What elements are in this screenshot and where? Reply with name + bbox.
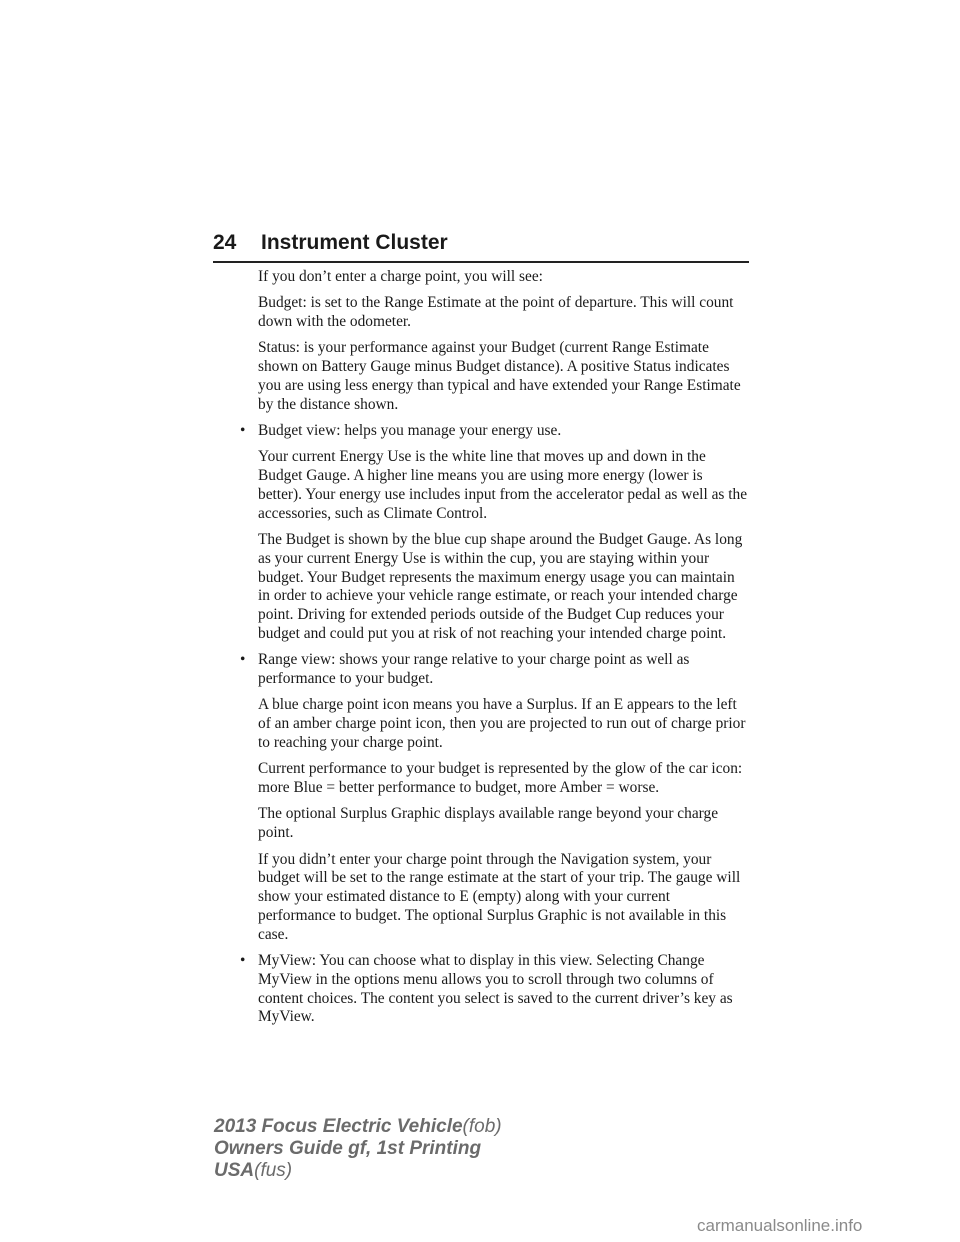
watermark-link[interactable]: carmanualsonline.info <box>697 1216 863 1235</box>
paragraph: Status: is your performance against your Budget (current Range Estimate shown on Battery Gauge minus Budget distance). A positive Status indicates you are using less energy than typical and have extended your Range Estimate by the distance shown. <box>258 339 741 413</box>
bullet-icon: • <box>240 651 246 669</box>
footer-code: (fus) <box>254 1160 293 1181</box>
paragraph: If you didn’t enter your charge point through the Navigation system, your budget will be set to the range estimate at the start of your trip. The gauge will show your estimated distance to E (empty) along with your current performance to budget. The optional Surplus Graphic is not available in this case. <box>258 850 741 943</box>
footer-line-2 <box>214 1138 502 1160</box>
paragraph: Budget: is set to the Range Estimate at the point of departure. This will count down with the odometer. <box>258 294 734 331</box>
footer-line-1 <box>214 1116 502 1138</box>
footer-market: USA <box>214 1160 255 1181</box>
bullet-item-range-view <box>240 651 750 689</box>
page-number: 24 <box>213 231 237 254</box>
bullet-text: Budget view: helps you manage your energy use. <box>258 422 562 440</box>
paragraph: Current performance to your budget is represented by the glow of the car icon: more Blue = better performance to budget, more Amber = worse. <box>258 760 743 797</box>
footer-line-3 <box>214 1160 502 1182</box>
paragraph: If you don’t enter a charge point, you will see: <box>258 268 543 285</box>
section-title: Instrument Cluster <box>261 231 448 254</box>
bullet-text: MyView: You can choose what to display in this view. Selecting Change MyView in the options menu allows you to scroll through two columns of content choices. The content you select is saved to the current driver’s key as MyView. <box>258 952 733 1026</box>
bullet-icon: • <box>240 952 246 969</box>
paragraph: A blue charge point icon means you have a Surplus. If an E appears to the left of an amber charge point icon, then you are projected to run out of charge prior to reaching your charge point. <box>258 696 746 752</box>
bullet-icon: • <box>240 422 246 440</box>
paragraph: The Budget is shown by the blue cup shape around the Budget Gauge. As long as your current Energy Use is within the cup, you are staying within your budget. Your Budget represents the maximum energy usage you can maintain in order to achieve your vehicle range estimate, or reach your intended charge point. Driving for extended periods outside of the Budget Cup reduces your budget and could put you at risk of not reaching your intended charge point. <box>258 531 743 643</box>
bullet-text: Range view: shows your range relative to your charge point as well as performance to your budget. <box>258 651 690 688</box>
footer-printing: Owners Guide gf, 1st Printing <box>214 1138 482 1159</box>
footer-vehicle: 2013 Focus Electric Vehicle <box>214 1116 463 1137</box>
bullet-item-budget-view <box>240 422 750 441</box>
bullet-item-myview <box>240 952 750 1027</box>
footer-code: (fob) <box>462 1116 502 1137</box>
paragraph: Your current Energy Use is the white line that moves up and down in the Budget Gauge. A higher line means you are using more energy (lower is better). Your energy use includes input from the accelerator pedal as well as the accessories, such as Climate Control. <box>258 448 748 522</box>
page-header <box>213 227 749 263</box>
document-footer <box>214 1116 502 1182</box>
body-text <box>240 268 750 1035</box>
paragraph: The optional Surplus Graphic displays available range beyond your charge point. <box>258 805 719 842</box>
